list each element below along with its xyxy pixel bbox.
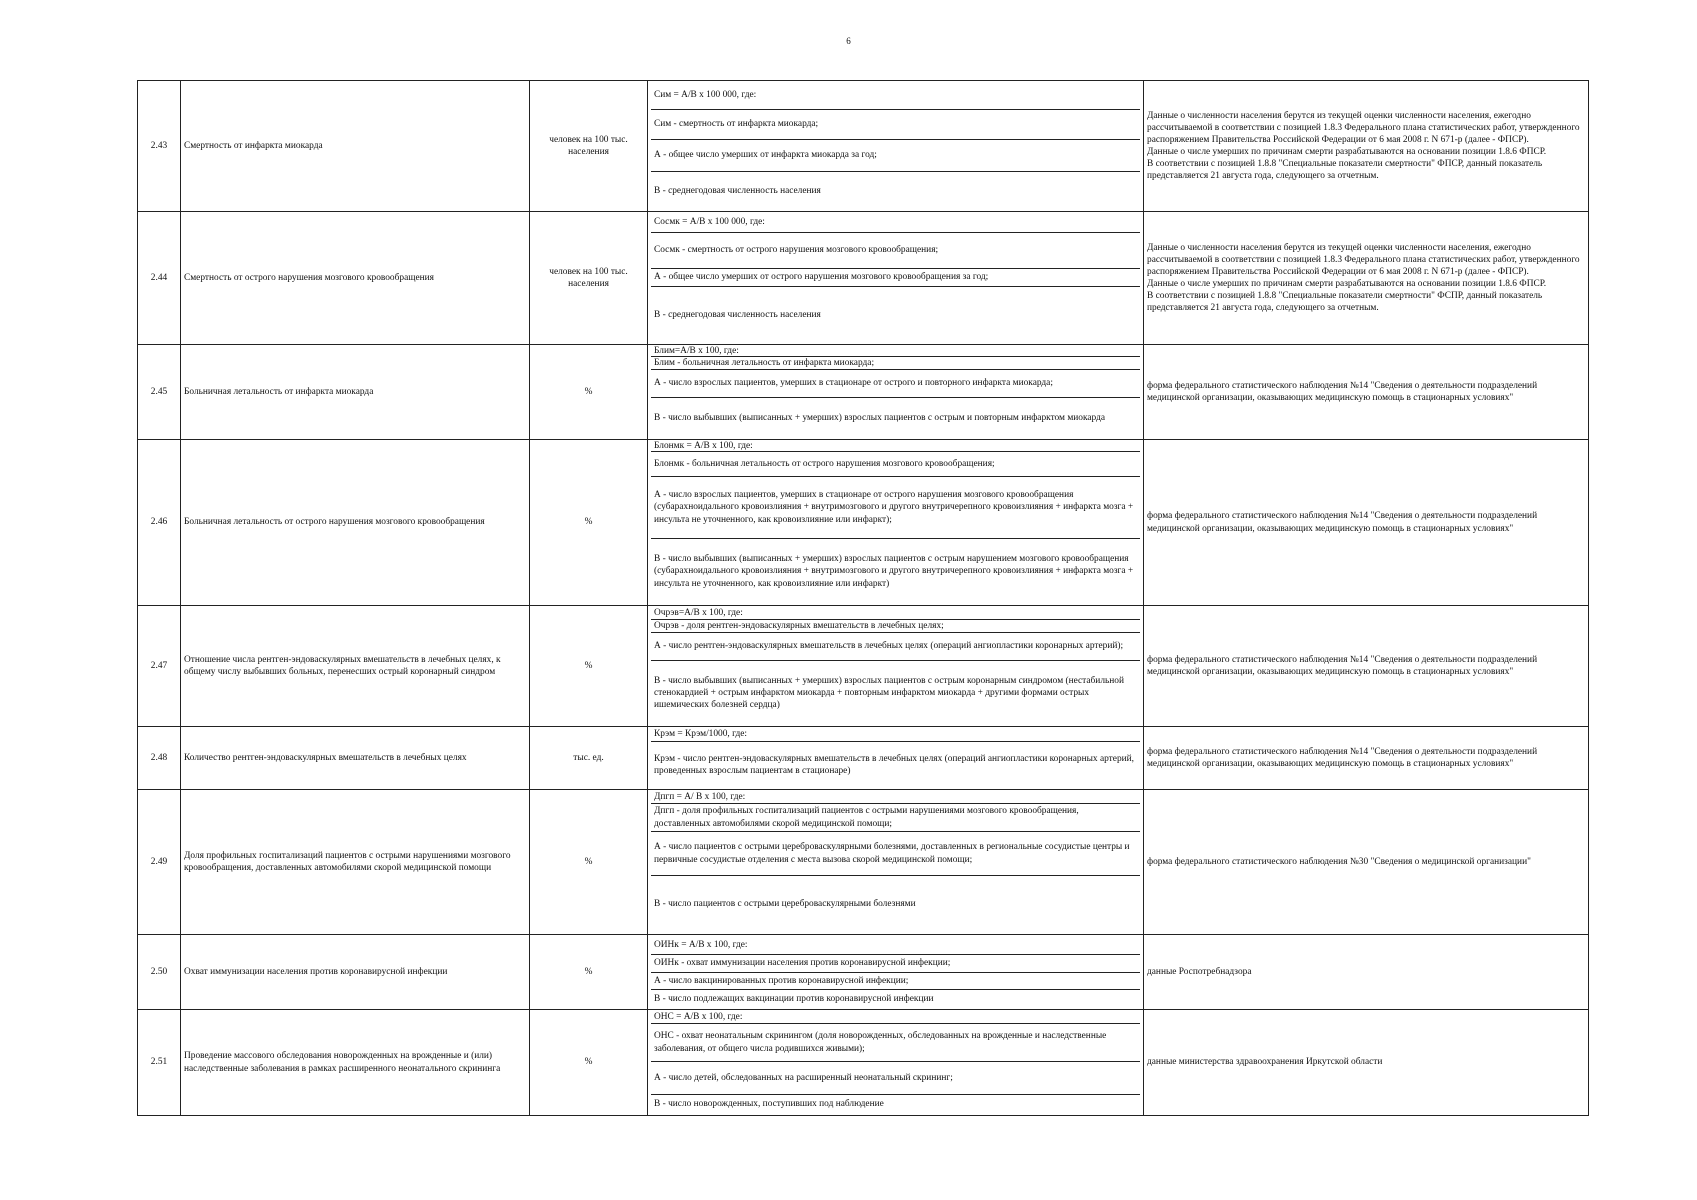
source-text: форма федерального статистического наблюдения №14 "Сведения о деятельности подразделений медицинской организации, оказывающих медицинскую помощь в стационарных условиях" — [1147, 654, 1538, 677]
formula-text: В - число выбывших (выписанных + умерших) взрослых пациентов с острым и повторным инфарктом миокарда — [654, 412, 1106, 423]
formula-text: А - число детей, обследованных на расширенный неонатальный скрининг; — [654, 1072, 953, 1083]
formula-text: Сосмк = А/В х 100 000, где: — [654, 217, 765, 228]
formula-line — [651, 728, 1140, 742]
indicator-unit: % — [530, 606, 648, 727]
formula-line — [651, 477, 1140, 539]
source-text: Данные о численности населения берутся из текущей оценки численности населения, ежегодно рассчитываемой в соответствии с позицией 1.8.3 Федерального плана статистических работ, утвержденного распоряжением Правительства Российской Федерации от 6 мая 2008 г. N 671-р (далее - ФПСР). — [1147, 110, 1580, 145]
formula-cell — [648, 212, 1144, 345]
indicator-unit: % — [530, 345, 648, 440]
indicator-unit: % — [530, 790, 648, 935]
formula-line — [651, 804, 1140, 832]
indicator-name: Смертность от инфаркта миокарда — [181, 81, 530, 212]
formula-line — [651, 370, 1140, 398]
formula-line — [651, 661, 1140, 725]
formula-line — [651, 936, 1140, 955]
indicator-unit: человек на 100 тыс. населения — [530, 212, 648, 345]
formula-line — [651, 539, 1140, 604]
formula-line — [651, 1095, 1140, 1114]
row-number: 2.50 — [138, 935, 181, 1010]
formula-text: А - число вакцинированных против коронавирусной инфекции; — [654, 975, 909, 986]
row-number: 2.47 — [138, 606, 181, 727]
indicator-name: Смертность от острого нарушения мозгового кровообращения — [181, 212, 530, 345]
table-row — [138, 345, 1589, 440]
table-row — [138, 440, 1589, 606]
indicator-name: Больничная летальность от инфаркта миокарда — [181, 345, 530, 440]
source-text: данные Роспотребнадзора — [1147, 966, 1252, 977]
indicator-unit: % — [530, 440, 648, 606]
formula-text: А - число пациентов с острыми цереброваскулярными болезнями, доставленных в региональные сосудистые центры и первичные сосудистые отделения с места вызова скорой медицинской помощи; — [654, 842, 1130, 865]
formula-line — [651, 791, 1140, 804]
formula-line — [651, 140, 1140, 172]
table-row — [138, 1010, 1589, 1116]
source-text: Данные о числе умерших по причинам смерти разрабатываются на основании позиции 1.8.6 ФПСР. — [1147, 279, 1547, 289]
formula-text: В - число выбывших (выписанных + умерших) взрослых пациентов с острым нарушением мозгового кровообращения (субарахноидального кровоизлияния + внутримозгового и другого внутричерепного кровоизлияния + инфаркта мозга + инсульта не уточненного, как кровоизлияние или инфаркт) — [654, 554, 1134, 589]
formula-line — [651, 346, 1140, 357]
formula-text: ОНС = А/В х 100, где: — [654, 1011, 743, 1022]
formula-text: Крэм = Крэм/1000, где: — [654, 729, 748, 740]
formula-text: Сим - смертность от инфаркта миокарда; — [654, 119, 819, 130]
source-text: форма федерального статистического наблюдения №14 "Сведения о деятельности подразделений медицинской организации, оказывающих медицинскую помощь в стационарных условиях" — [1147, 746, 1538, 769]
indicator-name: Больничная летальность от острого нарушения мозгового кровообращения — [181, 440, 530, 606]
formula-line — [651, 876, 1140, 933]
formula-text: В - число пациентов с острыми цереброваскулярными болезнями — [654, 899, 916, 910]
formula-text: А - общее число умерших от инфаркта миокарда за год; — [654, 150, 877, 161]
formula-line — [651, 452, 1140, 477]
formula-cell — [648, 790, 1144, 935]
formula-text: В - число подлежащих вакцинации против коронавирусной инфекции — [654, 993, 934, 1004]
formula-text: Блим=А/В х 100, где: — [654, 345, 739, 356]
formula-line — [651, 1062, 1140, 1095]
formula-cell — [648, 81, 1144, 212]
table-row — [138, 727, 1589, 790]
row-number: 2.43 — [138, 81, 181, 212]
source-text: данные министерства здравоохранения Иркутской области — [1147, 1057, 1383, 1068]
indicator-unit: тыс. ед. — [530, 727, 648, 790]
formula-line — [651, 110, 1140, 140]
table-row — [138, 935, 1589, 1010]
data-source — [1144, 606, 1589, 727]
formula-text: Сим = А/В х 100 000, где: — [654, 90, 757, 101]
formula-line — [651, 973, 1140, 990]
formula-line — [651, 990, 1140, 1008]
formula-text: Очрэв=А/В х 100, где: — [654, 607, 743, 618]
formula-cell — [648, 727, 1144, 790]
table-row — [138, 790, 1589, 935]
formula-line — [651, 357, 1140, 370]
source-text: форма федерального статистического наблюдения №14 "Сведения о деятельности подразделений медицинской организации, оказывающих медицинскую помощь в стационарных условиях" — [1147, 380, 1538, 403]
formula-text: В - среднегодовая численность населения — [654, 309, 821, 320]
row-number: 2.46 — [138, 440, 181, 606]
row-number: 2.44 — [138, 212, 181, 345]
row-number: 2.48 — [138, 727, 181, 790]
indicator-unit: % — [530, 1010, 648, 1116]
formula-cell — [648, 935, 1144, 1010]
source-text: В соответствии с позицией 1.8.8 "Специальные показатели смертности" ФСПР, данный показатель представляется 21 августа года, следующего за отчетным. — [1147, 291, 1543, 314]
indicator-name: Охват иммунизации населения против коронавирусной инфекции — [181, 935, 530, 1010]
formula-text: А - общее число умерших от острого нарушения мозгового кровообращения за год; — [654, 272, 989, 283]
source-text: В соответствии с позицией 1.8.8 "Специальные показатели смертности" ФПСР, данный показатель представляется 21 августа года, следующего за отчетным. — [1147, 159, 1543, 182]
formula-line — [651, 633, 1140, 661]
data-source — [1144, 81, 1589, 212]
source-text: Данные о численности населения берутся из текущей оценки численности населения, ежегодно рассчитываемой в соответствии с позицией 1.8.3 Федерального плана статистических работ, утвержденного распоряжением Правительства Российской Федерации от 6 мая 2008 г. N 671-р (далее - ФПСР). — [1147, 242, 1580, 277]
formula-line — [651, 172, 1140, 210]
formula-text: Крэм - число рентген-эндоваскулярных вмешательств в лечебных целях (операций ангиопластики коронарных артерий, проведенных взрослым пациентам в стационаре) — [654, 753, 1135, 776]
data-source — [1144, 1010, 1589, 1116]
formula-text: А - число взрослых пациентов, умерших в стационаре от острого нарушения мозгового кровообращения (субарахноидального кровоизлияния + внутримозгового и другого внутричерепного кровоизлияния + инфаркта мозга + инсульта не уточненного, как кровоизлияние или инфаркт); — [654, 490, 1134, 525]
page-number: 6 — [846, 36, 851, 46]
formula-line — [651, 620, 1140, 633]
formula-text: Сосмк - смертность от острого нарушения мозгового кровообращения; — [654, 245, 939, 256]
indicator-unit: человек на 100 тыс. населения — [530, 81, 648, 212]
formula-line — [651, 742, 1140, 788]
row-number: 2.49 — [138, 790, 181, 935]
formula-line — [651, 213, 1140, 233]
indicator-unit: % — [530, 935, 648, 1010]
indicators-table — [137, 80, 1589, 1116]
formula-text: ОНС - охват неонатальным скринингом (доля новорожденных, обследованных на врожденные и наследственные заболевания, от общего числа родившихся живыми); — [654, 1031, 1107, 1054]
source-text: форма федерального статистического наблюдения №14 "Сведения о деятельности подразделений медицинской организации, оказывающих медицинскую помощь в стационарных условиях" — [1147, 511, 1538, 534]
formula-text: В - число новорожденных, поступивших под наблюдение — [654, 1099, 884, 1110]
formula-text: Очрэв - доля рентген-эндоваскулярных вмешательств в лечебных целях; — [654, 620, 944, 631]
formula-line — [651, 607, 1140, 620]
indicator-name: Количество рентген-эндоваскулярных вмешательств в лечебных целях — [181, 727, 530, 790]
data-source — [1144, 727, 1589, 790]
data-source — [1144, 345, 1589, 440]
indicator-name: Проведение массового обследования новорожденных на врожденные и (или) наследственные заболевания в рамках расширенного неонатального скрининга — [181, 1010, 530, 1116]
formula-text: А - число взрослых пациентов, умерших в стационаре от острого и повторного инфаркта миокарда; — [654, 378, 1053, 389]
formula-cell — [648, 1010, 1144, 1116]
formula-line — [651, 1011, 1140, 1024]
formula-text: Дпгп = А/ В х 100, где: — [654, 791, 746, 802]
formula-line — [651, 287, 1140, 343]
data-source — [1144, 790, 1589, 935]
formula-line — [651, 398, 1140, 438]
formula-text: Блонмк = А/В х 100, где: — [654, 440, 753, 451]
table-row — [138, 81, 1589, 212]
source-text: Данные о числе умерших по причинам смерти разрабатываются на основании позиции 1.8.6 ФПСР. — [1147, 147, 1547, 157]
formula-text: ОИНк = А/В х 100, где: — [654, 939, 748, 950]
data-source — [1144, 212, 1589, 345]
row-number: 2.45 — [138, 345, 181, 440]
formula-line — [651, 955, 1140, 973]
data-source — [1144, 440, 1589, 606]
formula-cell — [648, 606, 1144, 727]
formula-line — [651, 233, 1140, 269]
formula-cell — [648, 440, 1144, 606]
formula-text: В - число выбывших (выписанных + умерших) взрослых пациентов с острым коронарным синдромом (нестабильной стенокардией + острым инфарктом миокарда + повторным инфарктом миокарда + другими формами острых ишемических болезней сердца) — [654, 675, 1124, 711]
table-row — [138, 212, 1589, 345]
formula-line — [651, 1024, 1140, 1062]
formula-line — [651, 832, 1140, 876]
formula-text: ОИНк - охват иммунизации населения против коронавирусной инфекции; — [654, 958, 951, 969]
indicator-name: Отношение числа рентген-эндоваскулярных вмешательств в лечебных целях, к общему числу выбывших больных, перенесших острый коронарный синдром — [181, 606, 530, 727]
indicator-name: Доля профильных госпитализаций пациентов с острыми нарушениями мозгового кровообращения, доставленных автомобилями скорой медицинской помощи — [181, 790, 530, 935]
formula-text: Блонмк - больничная летальность от острого нарушения мозгового кровообращения; — [654, 458, 995, 469]
formula-text: Блим - больничная летальность от инфаркта миокарда; — [654, 357, 875, 368]
formula-text: В - среднегодовая численность населения — [654, 185, 821, 196]
formula-text: А - число рентген-эндоваскулярных вмешательств в лечебных целях (операций ангиопластики коронарных артерий); — [654, 641, 1124, 652]
formula-cell — [648, 345, 1144, 440]
formula-line — [651, 82, 1140, 110]
formula-text: Дпгп - доля профильных госпитализаций пациентов с острыми нарушениями мозгового кровообращения, доставленных автомобилями скорой медицинской помощи; — [654, 806, 1079, 829]
source-text: форма федерального статистического наблюдения №30 "Сведения о медицинской организации" — [1147, 856, 1531, 867]
row-number: 2.51 — [138, 1010, 181, 1116]
table-row — [138, 606, 1589, 727]
data-source — [1144, 935, 1589, 1010]
formula-line — [651, 269, 1140, 287]
formula-line — [651, 441, 1140, 452]
